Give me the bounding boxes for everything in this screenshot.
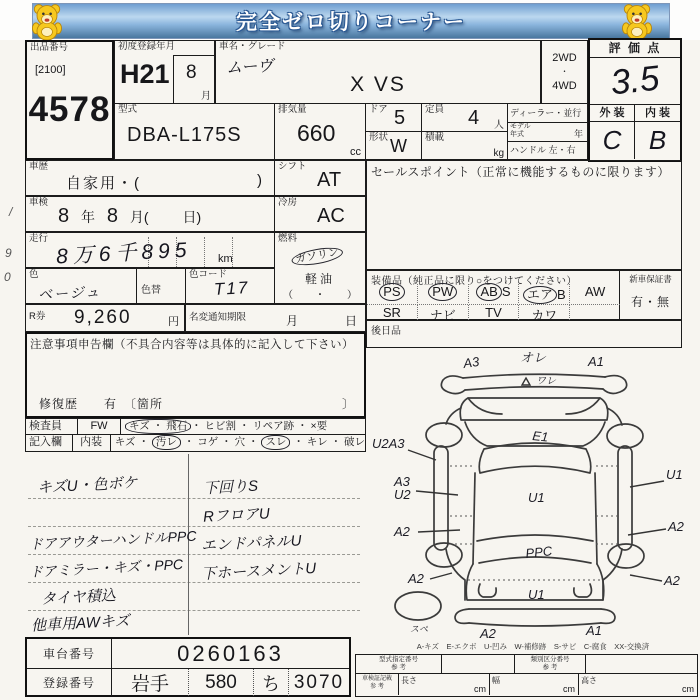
- inspection-label: 車検: [29, 197, 49, 208]
- diagram-label-rear-window: PPC: [524, 543, 553, 561]
- aircon-cell: [274, 196, 366, 232]
- payload-unit: kg: [493, 148, 504, 159]
- name-change-day: 日: [344, 314, 357, 328]
- r-ticket-value: 9,260: [74, 307, 132, 328]
- note-l4: タイヤ積込: [40, 587, 117, 608]
- history-cell: [25, 160, 275, 196]
- diagram-label-gate: U1: [528, 587, 545, 602]
- inspector-fw-items: キズ ・ 飛石 ・ ヒビ割 ・ リペア跡 ・ ×要: [121, 419, 365, 434]
- diagram-label-fender-left: U2A3: [372, 436, 405, 451]
- history-value: 自家用・(: [66, 175, 141, 192]
- spec-type-cert-value: [442, 655, 515, 673]
- note-l1: キズU・色ボケ: [36, 474, 138, 497]
- color-repaint-label: 色替: [141, 285, 161, 296]
- color-code-value: T17: [213, 278, 250, 299]
- displacement-value: 660: [297, 120, 336, 146]
- diagram-label-side-left-1: A3: [394, 474, 410, 489]
- color-code-cell: [186, 269, 275, 303]
- fuel-gasoline: ガソリン: [290, 242, 344, 269]
- inspector-col1a: 検査員: [26, 419, 78, 434]
- warranty-value: 有・無: [630, 295, 670, 309]
- notes-area: [25, 452, 366, 637]
- sales-point-box: [366, 160, 682, 270]
- note-l2: ドアアウターハンドルPPC: [28, 527, 197, 553]
- displacement-label: 排気量: [278, 104, 307, 115]
- note-l5: 他車用AWキズ: [30, 612, 131, 635]
- aircon-label: 冷房: [278, 197, 298, 208]
- drive-4wd: 4WD: [552, 80, 577, 92]
- name-change-month: 月: [286, 314, 299, 328]
- equipment-row2: [367, 304, 620, 323]
- chassis-value: 0260163: [177, 640, 284, 666]
- mileage-label: 走行: [29, 233, 49, 244]
- warranty-label: 新車保証書: [629, 274, 672, 284]
- dealer-cell: [507, 103, 588, 160]
- diagram-label-side-right: U1: [666, 467, 683, 482]
- first-reg-month: 8: [186, 62, 197, 83]
- inspector-col1b: 記入欄: [26, 435, 73, 451]
- spec-class-label: 類別区分番号 参 考: [515, 655, 586, 673]
- chassis-reg-box: [25, 637, 351, 697]
- equip-airbag: エア B: [518, 284, 569, 303]
- displacement-unit: cc: [350, 146, 361, 158]
- color-repaint-cell: [136, 269, 186, 303]
- margin-mark-1: /: [9, 205, 13, 219]
- caution-repair: 修復歴 有 〔箇所 〕: [39, 397, 355, 411]
- first-reg-month-subcell: [173, 55, 214, 103]
- inspector-box: [25, 418, 366, 452]
- lot-label: 出品番号: [30, 42, 69, 53]
- model-code-label: 型式: [118, 104, 138, 115]
- lot-cell: [25, 40, 114, 160]
- color-label: 色: [29, 269, 39, 280]
- capacity-payload-cell: [421, 103, 508, 160]
- first-reg-month-unit: 月: [201, 91, 211, 102]
- dealer-line3: ハンドル 左・右: [510, 145, 576, 155]
- doors-value: 5: [394, 107, 406, 129]
- vehicle-cell: [215, 40, 541, 104]
- spec-length-cell: 長さ cm: [399, 674, 490, 695]
- equipment-box: [366, 270, 682, 323]
- capacity-unit: 人: [494, 120, 504, 131]
- score-header: 評 価 点: [590, 40, 680, 58]
- margin-mark-3: 0: [4, 270, 11, 284]
- caution-box: [25, 332, 366, 418]
- score-ext-value: C: [590, 122, 635, 159]
- note-r1: 下回りS: [202, 477, 259, 498]
- diagram-label-mid-right: A2: [668, 519, 684, 534]
- payload-label: 積載: [425, 132, 445, 143]
- equip-abs: AB S: [468, 284, 519, 303]
- score-values: [590, 122, 680, 159]
- shift-cell: [274, 160, 366, 196]
- doors-label: ドア: [369, 104, 388, 115]
- chassis-label: 車台番号: [27, 639, 112, 668]
- margin-mark-2: 9: [5, 246, 12, 260]
- fuel-label: 燃料: [278, 233, 298, 244]
- shape-value: W: [390, 136, 407, 156]
- diagram-label-ore: オレ: [520, 350, 547, 365]
- equip-leather: カワ: [518, 305, 569, 320]
- equipment-warranty-cell: [619, 271, 681, 319]
- diagram-label-low-left: A2: [408, 571, 424, 586]
- equip-aw: AW: [569, 284, 620, 303]
- diagram-label-ware: ワレ: [536, 376, 556, 387]
- diagram-label-hood: E1: [531, 428, 550, 445]
- dealer-model-label: モデル 年式: [510, 123, 531, 139]
- first-reg-label: 初度登録年月: [118, 41, 176, 52]
- banner-bar: [32, 3, 670, 39]
- spec-type-cert-label: 型式指定番号 参 考: [356, 655, 442, 673]
- dealer-line1: ディーラー・並行: [508, 104, 587, 123]
- spec-table: [355, 654, 698, 697]
- inspector-int-label: 内装: [73, 435, 111, 451]
- score-ext-label: 外 装: [590, 105, 635, 121]
- vehicle-name: ムーヴ: [225, 57, 274, 78]
- color-value: ベージュ: [37, 283, 102, 303]
- diagram-label-mid-left: A2: [394, 524, 410, 539]
- banner: [0, 0, 700, 40]
- r-ticket-unit: 円: [168, 316, 179, 328]
- capacity-value: 4: [468, 107, 480, 129]
- diagram-label-side-left-2: U2: [394, 487, 411, 502]
- inspector-fw-label: FW: [78, 419, 121, 434]
- name-change-label: 名変通知期限: [189, 312, 247, 323]
- registration-label: 登録番号: [27, 669, 112, 696]
- color-code-label: 色コード: [189, 269, 228, 280]
- score-int-value: B: [648, 125, 667, 155]
- shift-label: シフト: [278, 161, 307, 172]
- drive-2wd: 2WD: [552, 51, 577, 64]
- dealer-year-unit: 年: [573, 129, 583, 139]
- equip-pw: PW: [417, 284, 468, 303]
- later-items-box: [366, 320, 682, 348]
- score-int-label: 内 装: [644, 107, 671, 119]
- displacement-cell: [274, 103, 366, 160]
- registration-number: 3070: [288, 669, 349, 696]
- spec-cert-label: 車検証記載 参 考: [356, 674, 399, 695]
- note-l3: ドアミラー・キズ・PPC: [28, 555, 184, 581]
- damage-diagram: [368, 348, 698, 640]
- mileage-cell: [25, 232, 275, 268]
- diagram-label-front-left: A3: [462, 353, 481, 371]
- equip-navi: ナビ: [417, 305, 468, 320]
- name-change-cell: [185, 304, 366, 332]
- aircon-value: AC: [317, 205, 345, 227]
- teddy-bear-icon-left: [28, 1, 66, 41]
- history-label: 車歴: [29, 161, 49, 172]
- registration-region: 岩手: [130, 674, 169, 695]
- teddy-bear-icon-right: [618, 1, 656, 41]
- diagram-label-front-right: A1: [588, 354, 604, 369]
- r-ticket-label: R券: [29, 311, 46, 322]
- r-ticket-cell: [25, 304, 185, 332]
- note-r2: RフロアU: [202, 505, 271, 526]
- lot-number: 4578: [28, 90, 111, 129]
- fuel-diesel: 軽油: [305, 272, 336, 286]
- caution-header: 注意事項申告欄（不具合内容等は具体的に記入して下さい）: [30, 339, 354, 351]
- first-reg-era: H21: [120, 59, 170, 89]
- color-cell: [25, 268, 275, 304]
- history-close: ): [257, 172, 262, 189]
- equip-sr: SR: [382, 305, 401, 320]
- banner-title: 完全ゼロ切りコーナー: [236, 11, 466, 34]
- model-code-cell: [114, 103, 275, 160]
- dealer-line2: [508, 123, 587, 142]
- score-box: [588, 38, 682, 162]
- fuel-cell: [274, 232, 366, 304]
- score-subheader: [590, 104, 680, 122]
- model-code-value: DBA-L175S: [127, 124, 242, 146]
- inspector-int-items: キズ ・ 汚レ ・ コゲ ・ 穴 ・ スレ ・ キレ ・ 破レ: [114, 436, 365, 448]
- diagram-legend: A-キズ E-エクボ U-凹み W-補修跡 S-サビ C-腐食 XX-交換済: [416, 642, 650, 651]
- shape-label: 形状: [369, 132, 389, 143]
- drive-cell: [541, 40, 588, 104]
- fuel-paren: （ ・ ）: [283, 290, 363, 301]
- inspection-cell: [25, 196, 275, 232]
- inspection-value: 8 年 8 月( 日): [58, 205, 202, 227]
- diagram-label-rear-bumper-left: A2: [480, 626, 496, 640]
- equip-ps: PS: [367, 284, 417, 303]
- drive-dot: ・: [560, 67, 569, 76]
- score-value: 3.5: [608, 58, 662, 103]
- note-r3: エンドパネルU: [200, 532, 302, 555]
- first-reg-cell: [114, 40, 215, 104]
- spec-class-value: [586, 655, 697, 673]
- equip-tv: TV: [468, 305, 519, 320]
- diagram-label-roof: U1: [528, 490, 545, 505]
- diagram-label-spare: スペ: [410, 624, 429, 634]
- diagram-label-rear-bumper-right: A1: [586, 623, 602, 638]
- mileage-unit: km: [218, 253, 233, 265]
- lot-bracket: [2100]: [35, 64, 66, 76]
- vehicle-grade: X VS: [350, 73, 406, 96]
- mileage-value: 8万6千895: [55, 238, 192, 269]
- note-r4: 下ホースメントU: [200, 559, 317, 583]
- door-shape-cell: [365, 103, 422, 160]
- spec-width-cell: 幅 cm: [490, 674, 579, 695]
- diagram-label-low-right: A2: [664, 573, 680, 588]
- vehicle-label: 車名・グレード: [219, 41, 286, 52]
- equipment-row1: [367, 284, 620, 303]
- equipment-header: 装備品（純正品に限り○をつけてください）: [371, 276, 578, 287]
- registration-kana: ち: [253, 669, 288, 696]
- later-items-label: 後日品: [371, 326, 401, 337]
- shift-value: AT: [317, 169, 342, 191]
- capacity-label: 定員: [425, 104, 445, 115]
- spec-height-cell: 高さ cm: [581, 676, 694, 694]
- registration-class: 580: [188, 669, 253, 696]
- sales-point-header: セールスポイント（正常に機能するものに限ります）: [371, 165, 670, 179]
